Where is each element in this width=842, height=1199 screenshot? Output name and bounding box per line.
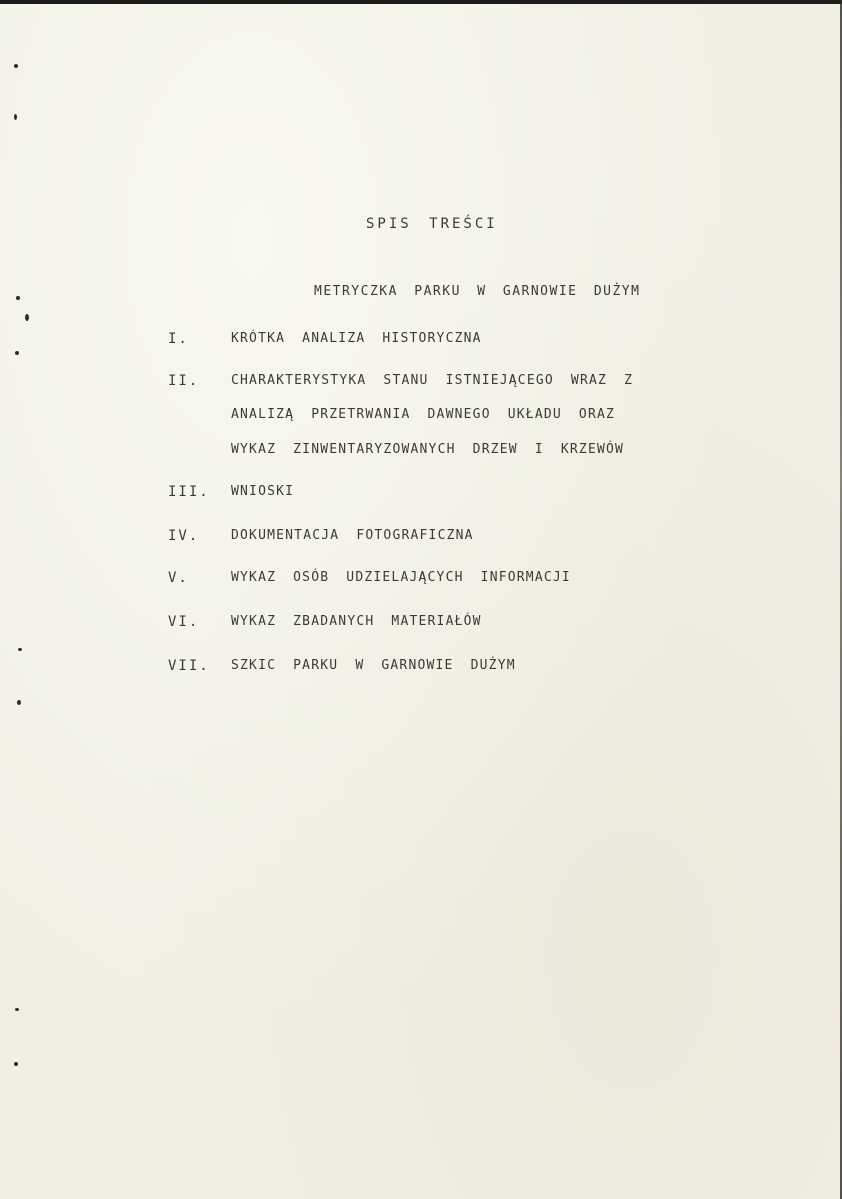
toc-item-label: WNIOSKI <box>231 484 295 499</box>
toc-item-label: DOKUMENTACJA FOTOGRAFICZNA <box>231 528 474 543</box>
toc-item-number: II. <box>168 373 200 389</box>
toc-item <box>0 484 842 504</box>
scan-speck <box>14 114 17 120</box>
toc-item-number: IV. <box>168 528 200 544</box>
scan-speck <box>17 700 21 705</box>
toc-item-number: III. <box>168 484 210 500</box>
toc-item <box>0 331 842 351</box>
toc-item-label: WYKAZ OSÓB UDZIELAJĄCYCH INFORMACJI <box>231 570 571 585</box>
scan-top-edge <box>0 0 842 4</box>
toc-item-label: CHARAKTERYSTYKA STANU ISTNIEJĄCEGO WRAZ Z <box>231 373 634 388</box>
toc-item-number: VII. <box>168 658 210 674</box>
scan-speck <box>14 64 18 68</box>
toc-item-label: WYKAZ ZBADANYCH MATERIAŁÓW <box>231 614 482 629</box>
toc-item-number: VI. <box>168 614 200 630</box>
toc-item <box>0 373 842 393</box>
toc-item-number: V. <box>168 570 189 586</box>
toc-item-label: KRÓTKA ANALIZA HISTORYCZNA <box>231 331 482 346</box>
toc-item-continuation <box>0 407 842 427</box>
scan-speck <box>25 314 29 321</box>
toc-item <box>0 570 842 590</box>
toc-item-number: I. <box>168 331 189 347</box>
scan-speck <box>16 296 20 300</box>
scan-speck <box>15 1008 19 1011</box>
toc-item-label: ANALIZĄ PRZETRWANIA DAWNEGO UKŁADU ORAZ <box>231 407 616 422</box>
toc-item-continuation <box>0 442 842 462</box>
toc-item <box>0 614 842 634</box>
scan-speck <box>18 648 22 651</box>
page-title: SPIS TREŚCI <box>366 216 498 232</box>
toc-item-label: SZKIC PARKU W GARNOWIE DUŻYM <box>231 658 516 673</box>
scan-speck <box>14 1062 18 1066</box>
toc-item <box>0 528 842 548</box>
scan-speck <box>15 351 19 355</box>
toc-item-label: WYKAZ ZINWENTARYZOWANYCH DRZEW I KRZEWÓW <box>231 442 625 457</box>
intro-line: METRYCZKA PARKU W GARNOWIE DUŻYM <box>314 284 641 299</box>
toc-item <box>0 658 842 678</box>
